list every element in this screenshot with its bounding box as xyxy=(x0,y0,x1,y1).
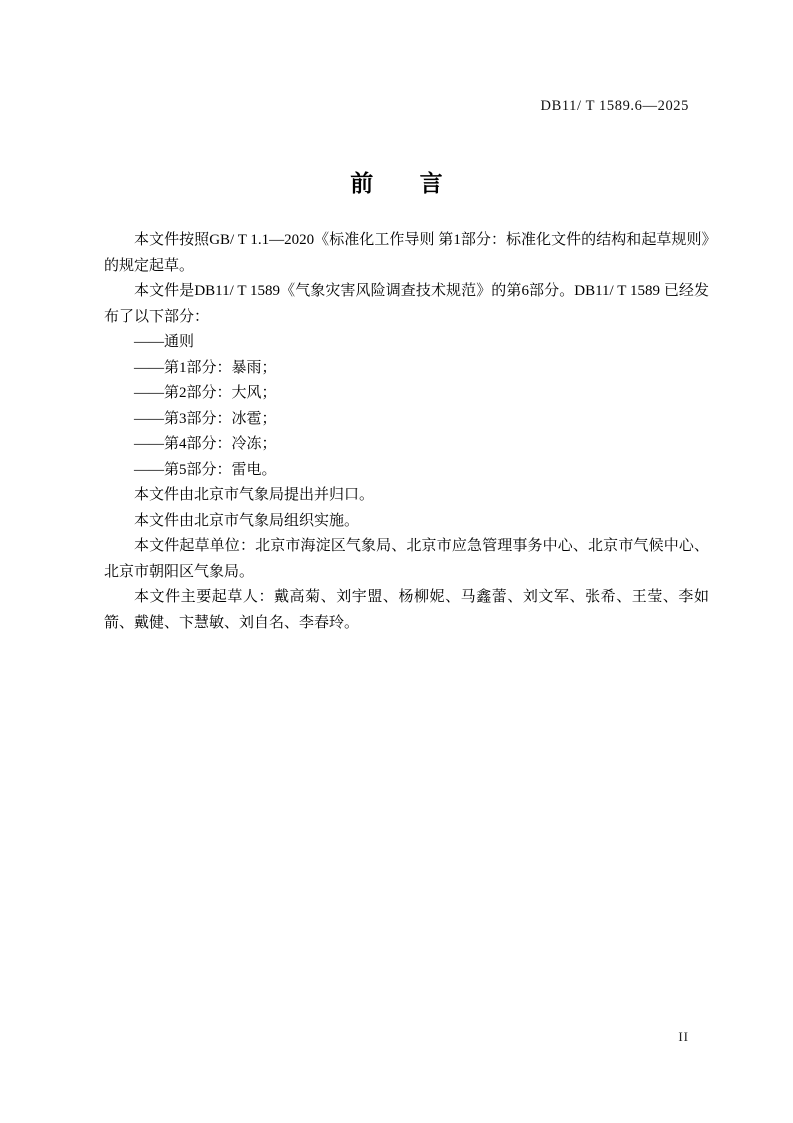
list-item: ——通则 xyxy=(134,334,195,350)
foreword-body xyxy=(104,228,709,636)
foreword-paragraph: 本文件起草单位：北京市海淀区气象局、北京市应急管理事务中心、北京市气候中心、北京市朝阳区气象局。 xyxy=(104,538,709,580)
foreword-paragraph: 本文件按照GB/ T 1.1—2020《标准化工作导则 第1部分：标准化文件的结构和起草规则》的规定起草。 xyxy=(104,232,709,274)
page-number: II xyxy=(678,1029,689,1044)
list-item: ——第1部分：暴雨； xyxy=(134,359,277,376)
list-item: ——第2部分：大风； xyxy=(134,385,277,401)
page-header xyxy=(0,98,689,115)
foreword-paragraph: 本文件主要起草人：戴高菊、刘宇盟、杨柳妮、马鑫蕾、刘文军、张希、王莹、李如箭、戴健、卞慧敏、刘自名、李春玲。 xyxy=(104,589,709,631)
list-item: ——第3部分：冰雹； xyxy=(134,410,277,427)
foreword-paragraph: 本文件由北京市气象局提出并归口。 xyxy=(134,487,375,503)
list-item: ——第5部分：雷电。 xyxy=(134,461,277,478)
foreword-paragraph: 本文件由北京市气象局组织实施。 xyxy=(134,512,360,529)
page-title: 前 言 xyxy=(350,170,463,196)
standard-number: DB11/ T 1589.6—2025 xyxy=(540,98,689,114)
list-item: ——第4部分：冷冻； xyxy=(134,436,277,452)
foreword-paragraph: 本文件是DB11/ T 1589《气象灾害风险调查技术规范》的第6部分。DB11/ T 1589 已经发布了以下部分： xyxy=(104,283,709,325)
